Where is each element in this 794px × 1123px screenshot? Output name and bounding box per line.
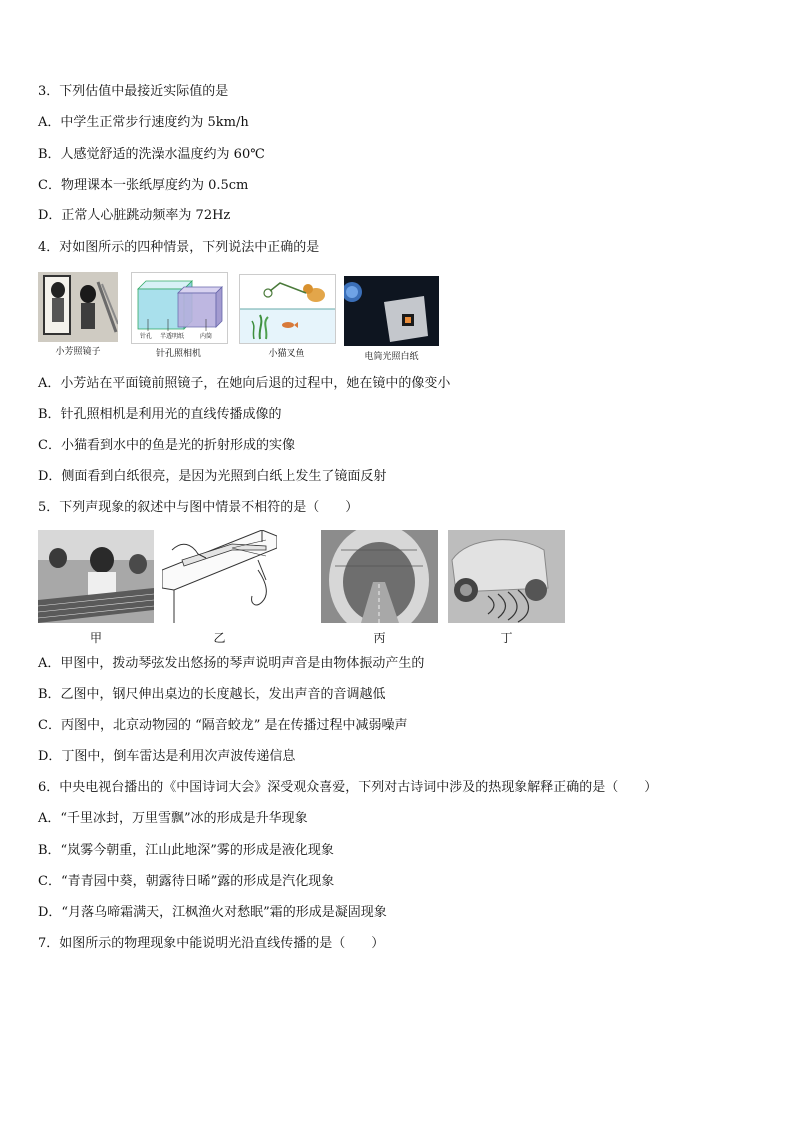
q4-option-d: D．侧面看到白纸很亮，是因为光照到白纸上发生了镜面反射 <box>38 469 387 484</box>
q3-option-b: B．人感觉舒适的洗澡水温度约为 60℃ <box>38 147 265 162</box>
q4-option-c: C．小猫看到水中的鱼是光的折射形成的实像 <box>38 438 295 453</box>
q4-figure-cat-fish <box>239 274 336 344</box>
q5-option-a: A．甲图中，拨动琴弦发出悠扬的琴声说明声音是由物体振动产生的 <box>38 656 425 671</box>
q5-figure-jia <box>38 530 154 623</box>
inner-tube-label: 内筒 <box>200 333 213 340</box>
q5-figure-yi-caption: 乙 <box>213 631 226 645</box>
q5-figure-bing-caption: 丙 <box>373 631 386 645</box>
q5-option-d: D．丁图中，倒车雷达是利用次声波传递信息 <box>38 749 296 764</box>
q5-figure-yi <box>162 530 277 623</box>
q5-figure-bing <box>321 530 438 623</box>
q4-option-a: A．小芳站在平面镜前照镜子，在她向后退的过程中，她在镜中的像变小 <box>38 376 451 391</box>
q3-option-c: C．物理课本一张纸厚度约为 0.5cm <box>38 178 249 193</box>
translucent-paper-label: 半透明纸 <box>160 333 185 340</box>
q4-figure-mirror-caption: 小芳照镜子 <box>55 347 101 357</box>
q5-stem: 5．下列声现象的叙述中与图中情景不相符的是（ ） <box>38 500 359 515</box>
q5-option-c: C．丙图中，北京动物园的 “隔音蛟龙” 是在传播过程中减弱噪声 <box>38 718 408 733</box>
q4-stem: 4．对如图所示的四种情景，下列说法中正确的是 <box>38 240 320 255</box>
q6-option-b: B．“岚雾今朝重，江山此地深”雾的形成是液化现象 <box>38 843 334 858</box>
q5-figure-ding-caption: 丁 <box>500 631 513 645</box>
q4-figure-pinhole-camera <box>131 272 228 344</box>
q5-figure-ding <box>448 530 565 623</box>
q4-option-b: B．针孔照相机是利用光的直线传播成像的 <box>38 407 282 422</box>
q6-stem: 6．中央电视台播出的《中国诗词大会》深受观众喜爱，下列对古诗词中涉及的热现象解释正确的是（ ） <box>38 780 658 795</box>
q3-stem: 3．下列估值中最接近实际值的是 <box>38 84 229 99</box>
q6-option-a: A．“千里冰封，万里雪飘”冰的形成是升华现象 <box>38 811 308 826</box>
q7-stem: 7．如图所示的物理现象中能说明光沿直线传播的是（ ） <box>38 936 385 951</box>
q3-option-a: A．中学生正常步行速度约为 5km/h <box>38 115 249 130</box>
q4-figure-cat-fish-caption: 小猫叉鱼 <box>268 349 305 359</box>
q5-figure-jia-caption: 甲 <box>89 631 102 645</box>
q6-option-d: D．“月落乌啼霜满天，江枫渔火对愁眠”霜的形成是凝固现象 <box>38 905 387 920</box>
q4-figure-pinhole-caption: 针孔照相机 <box>155 349 201 359</box>
q4-figure-mirror <box>38 272 118 342</box>
q4-figure-flashlight-paper <box>344 276 439 346</box>
q5-option-b: B．乙图中，钢尺伸出桌边的长度越长，发出声音的音调越低 <box>38 687 386 702</box>
pinhole-label: 针孔 <box>140 333 153 340</box>
q4-figure-flashlight-caption: 电筒光照白纸 <box>364 352 419 362</box>
q6-option-c: C．“青青园中葵，朝露待日晞”露的形成是汽化现象 <box>38 874 335 889</box>
q3-option-d: D．正常人心脏跳动频率为 72Hz <box>38 208 231 223</box>
